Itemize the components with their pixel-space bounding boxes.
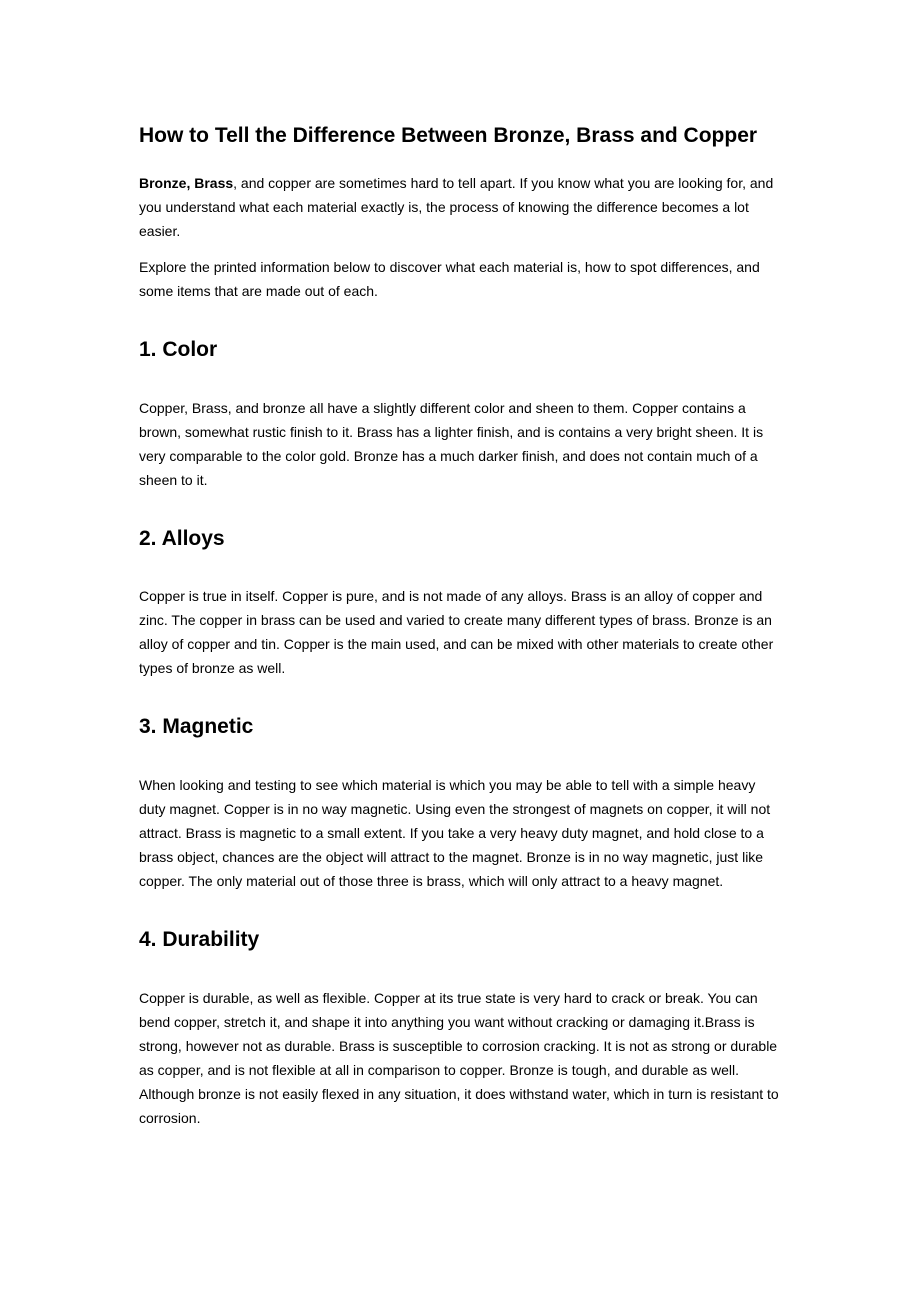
section-heading-durability: 4. Durability: [139, 928, 260, 951]
section-heading-magnetic: 3. Magnetic: [139, 715, 254, 738]
section-body-durability: Copper is durable, as well as flexible. Copper at its true state is very hard to crack or break. You can bend copper, stretch it, and shape it into anything you want without cracking or damaging it.Brass is strong, however not as durable. Brass is susceptible to corrosion cracking. It is not as strong or durable as copper, and is not flexible at all in comparison to copper. Bronze is tough, and durable as well. Although bronze is not easily flexed in any situation, it does withstand water, which in turn is resistant to corrosion.: [139, 990, 779, 1126]
section-body-alloys: Copper is true in itself. Copper is pure, and is not made of any alloys. Brass is an alloy of copper and zinc. The copper in brass can be used and varied to create many different types of brass. Bronze is an alloy of copper and tin. Copper is the main used, and can be mixed with other materials to create other types of bronze as well.: [139, 588, 774, 676]
intro-paragraph-2: Explore the printed information below to discover what each material is, how to spot differences, and some items that are made out of each.: [139, 259, 760, 299]
section-heading-color: 1. Color: [139, 338, 218, 361]
intro-lead-bold: Bronze, Brass: [139, 175, 234, 191]
section-heading-alloys: 2. Alloys: [139, 527, 225, 550]
intro-paragraph: [139, 171, 785, 243]
section-body-magnetic: When looking and testing to see which material is which you may be able to tell with a simple heavy duty magnet. Copper is in no way magnetic. Using even the strongest of magnets on copper, it will not attract. Brass is magnetic to a small extent. If you take a very heavy duty magnet, and hold close to a brass object, chances are the object will attract to the magnet. Bronze is in no way magnetic, just like copper. The only material out of those three is brass, which will only attract to a heavy magnet.: [139, 777, 771, 889]
intro-lead-text: , and copper are sometimes hard to tell apart. If you know what you are looking for, and you understand what each material exactly is, the process of knowing the difference becomes a lot easier.: [139, 175, 774, 239]
section-body-color: Copper, Brass, and bronze all have a slightly different color and sheen to them. Copper contains a brown, somewhat rustic finish to it. Brass has a lighter finish, and is contains a very bright sheen. It is very comparable to the color gold. Bronze has a much darker finish, and does not contain much of a sheen to it.: [139, 400, 764, 488]
page-title: How to Tell the Difference Between Bronze, Brass and Copper: [139, 124, 758, 147]
